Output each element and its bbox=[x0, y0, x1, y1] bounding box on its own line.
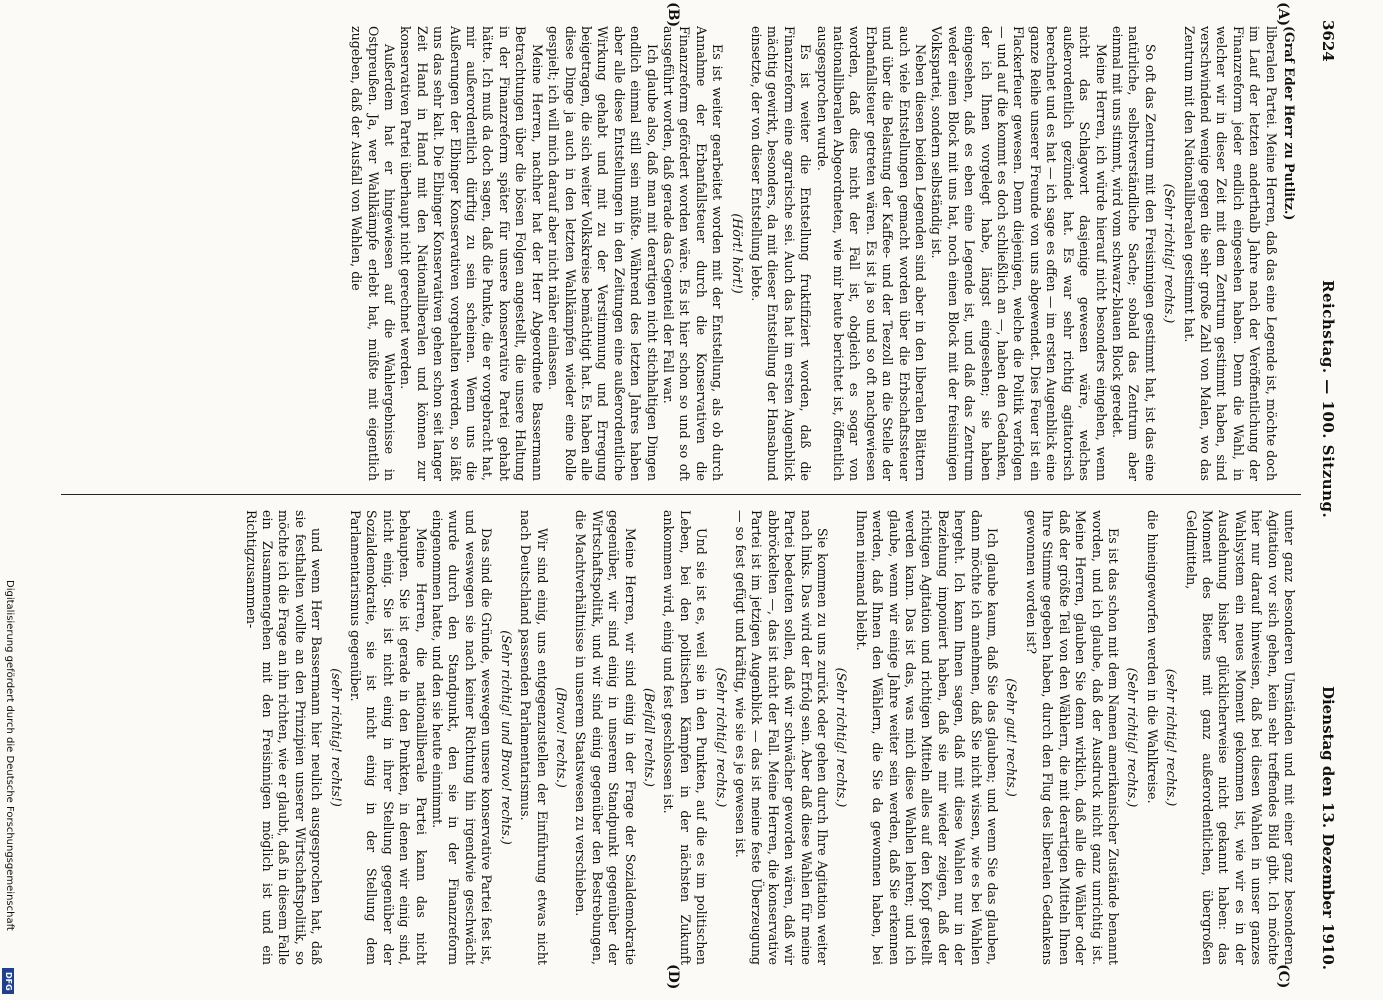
interjection: (Sehr gut! rechts.) bbox=[1004, 678, 1020, 797]
paragraph: Wir sind einig, uns entgegenzustellen der Einführung etwas nicht nach Deutschland passenden Parlamentarismus. bbox=[518, 510, 550, 965]
left-text-column bbox=[57, 26, 1297, 481]
session-date: Dienstag den 13. Dezember 1910. bbox=[1319, 685, 1337, 970]
interjection: (Sehr richtig! rechts.) bbox=[1162, 183, 1178, 324]
paragraph: Außerdem hat er hingewiesen auf die Wahlergebnisse in Ostpreußen. Ja, wer Wahlkämpfe erlebt hat, müßte mit eigentlich zugeben, daß der Ausfall von Wahlen, die bbox=[349, 26, 398, 481]
column-divider bbox=[61, 494, 1301, 495]
paragraph: unter ganz besonderen Umständen und mit einer ganz besonderen Agitation vor sich gehen, kein sehr treffendes Bild gibt. Ich möchte hier nur darauf hinweisen, daß bei diesen Wahlen in unser ganzes Wahlsystem ein neues Moment gekommen ist, wie wir es in der Ausdehnung bisher glücklicherweise nicht gekannt haben: das Moment des Bietens mit ganz außerordentlichen, übergroßen Geldmitteln, bbox=[1183, 510, 1297, 965]
margin-letter-a: (A) bbox=[1275, 2, 1291, 27]
speaker-name: (Graf Eder Herr zu Putlitz.) bbox=[1282, 26, 1297, 221]
paragraph: Meine Herren, wir sind einig in der Frage der Sozialdemokratie gegenüber, wir sind einig in unserem Standpunkt gegenüber der Wirtschaftspolitik, und wir sind einig gegenüber den Bestrebungen, die Machtverhältnisse in unserem Staatswesen zu verschieben. bbox=[573, 510, 638, 965]
digitization-footer bbox=[1, 580, 15, 990]
paragraph: Meine Herren, nachher hat der Herr Abgeordnete Bassermann Betrachtungen über die bösen Folgen angestellt, die unsere Haltung in der Finanzreform später für unsere konservative Partei gehabt hätte. Ich muß da doch sagen, daß die Punkte, die er vorgebracht hat, mir außerordentlich dürftig zu sein scheinen. Wenn uns die Außerungen der Elbinger Konservativen vorgehalten werden, so läßt uns das sehr kalt. Die Elbinger Konservativen gehen schon seit langer Zeit Hand in Hand mit den Nationalliberalen und können zur konservativen Partei überhaupt nicht gerechnet werden. bbox=[398, 26, 545, 481]
margin-letter-c: (C) bbox=[1275, 964, 1291, 989]
rotated-document-page bbox=[51, 2, 1341, 990]
margin-letter-d: (D) bbox=[665, 964, 681, 990]
interjection: (Sehr richtig! rechts.) bbox=[1125, 667, 1141, 808]
interjection: (Sehr richtig! rechts.) bbox=[834, 667, 850, 808]
paragraph: Das sind die Gründe, weswegen unsere konservative Partei fest ist, und weswegen sie nach keiner Richtung hin irgendwie geschwächt wurde durch den Standpunkt, den sie in der Finanzreform eingenommen hatte, und den sie heute einnimmt. bbox=[430, 510, 495, 965]
digitization-note: Digitalisierung gefördert durch die Deutsche Forschungsgemeinschaft bbox=[4, 580, 15, 931]
paragraph: Und sie ist es, weil sie in den Punkten, auf die es im politischen Leben, bei den politischen Kämpfen in der nächsten Zukunft ankommen wird, einig und fest geschlossen ist. bbox=[661, 510, 710, 965]
interjection: (sehr richtig! rechts.) bbox=[1164, 668, 1180, 807]
paragraph: Ich glaube kaum, daß Sie das glauben; und wenn Sie das glauben, dann möchte ich annehmen, daß Sie nicht wissen, wie es bei Wahlen hergeht. Ich kann Ihnen sagen, daß mit diese Wahlen nur in der Beziehung imponiert haben, daß sie mir wieder zeigen, daß der richtigen Agitation und richtigen Mitteln alles auf den Kopf gestellt werden kann. Das ist das, was mich diese Wahlen lehren; und ich glaube, wenn wir einige Jahre weiter sein werden, daß Sie erkennen werden, daß Ihnen den Wählern, die Sie da gewonnen haben, bei Ihnen niemand bleibt. bbox=[853, 510, 1001, 965]
page-title: Reichstag. — 100. Sitzung. bbox=[1319, 280, 1337, 519]
paragraph: Meine Herren, die nationalliberale Partei kann das nicht behaupten. Sie ist gerade in den Punkten, in denen wir einig sind, nicht einig. Sie ist nicht einig in ihrer Stellung gegenüber der Sozialdemokratie, sie ist nicht einig in der Stellung dem Parlamentarismus gegenüber. bbox=[348, 510, 429, 965]
interjection: (Sehr richtig! rechts.) bbox=[713, 667, 729, 808]
paragraph: Es ist das schon mit dem Namen amerikanischer Zustände benannt worden, und ich glaube, daß der Ausdruck nicht ganz unrichtig ist. Meine Herren, glauben Sie denn wirklich, daß alle die Wähler oder daß der größte Teil von den Wählern, die mit derartigen Mitteln Ihnen Ihre Stimme gegeben haben, durch den Flug des liberalen Gedankens gewonnen worden ist? bbox=[1023, 510, 1121, 965]
interjection: (Beifall rechts.) bbox=[641, 688, 657, 787]
interjection: (Bravo! rechts.) bbox=[553, 687, 569, 788]
page-number: 3624 bbox=[1319, 20, 1337, 62]
paragraph: Ich glaube also, daß man mit derartigen nicht stichhaltigen Dingen endlich einmal still sein müßte. Während des letzten Jahres haben aber alle diese Entstellungen in den Zeitungen eine außerordentliche Wirkung gehabt und mit zu der Verstimmung und Erregung beigetragen, die sich weiter Volkskreise bemächtigt hat. Es haben alle diese Dinge ja auch in den letzten Wahlkämpfen wieder eine Rolle gespielt; ich will mich darauf aber nicht näher einlassen. bbox=[546, 26, 660, 481]
paragraph: Es ist weiter die Entstellung fruktifiziert worden, daß die Finanzreform eine agrarische sei. Auch das hat im ersten Augenblick mächtig gewirkt, besonders, da mit dieser Entstellung der Hansabund einsetzte, der von dieser Entstellung lebte. bbox=[749, 26, 814, 481]
paragraph: Es ist weiter gearbeitet worden mit der Entstellung, als ob durch Annahme der Erbanfallsteuer durch die Konservativen die Finanzreform gefördert worden wäre. Es ist hier schon so und so oft ausgeführt worden, daß gerade das Gegenteil der Fall war. bbox=[660, 26, 726, 481]
right-text-column bbox=[57, 510, 1297, 965]
paragraph: liberalen Partei. Meine Herren, daß das eine Legende ist, möchte doch im Lauf der letzten anderthalb Jahre nach der Veröffentlichung der Finanzreform jeder endlich eingesehen haben. Denn die Wahl, in welcher wir in dieser Zeit mit dem Zentrum gestimmt haben, sind verschwindend wenige gegen die sehr große Zahl von Malen, wo das Zentrum mit den Nationalliberalen gestimmt hat. bbox=[1181, 26, 1279, 481]
dfg-logo: DFG bbox=[2, 968, 14, 994]
paragraph: Neben diesen beiden Legenden sind aber in den liberalen Blättern auch viele Entstellungen gemacht worden über die Erbschaftssteuer und über die Belastung der Kaffee- und der Teezoll an die Stelle der Erbanfallsteuer getreten wären. Es ist ja so und so oft nachgewiesen worden, daß dies nicht der Fall ist, obgleich es sogar von nationalliberalen Abgeordneten, wie mir heute berichtet ist, öffentlich ausgesprochen wurde. bbox=[814, 26, 929, 481]
paragraph: die hineingeworfen werden in die Wahlkreise. bbox=[1144, 510, 1160, 804]
page-header bbox=[1307, 20, 1341, 980]
paragraph: Meine Herren, ich würde hierauf nicht besonders eingehen, wenn nicht das Schlagwort dasjenige gewesen wäre, welches außerordentlich gezündet hat. Es war sehr richtig agitatorisch berechnet und es hat — ich sage es offen — im ersten Augenblick eine ganze Reihe unserer Freunde von uns abgewendet. Dies Feuer ist ein Flackerfeuer gewesen. Denn diejenigen, welche die Politik verfolgen — und auf die kommt es doch schließlich an —, haben den Gedanken, der ich Ihnen vorgelegt habe, längst eingesehen; sie haben eingesehen, daß es eben eine Legende ist, und daß das Zentrum weder einen Block mit uns hat, noch einen Block mit der freisinnigen Volkspartei, sondern selbständig ist. bbox=[929, 26, 1109, 481]
paragraph: So oft das Zentrum mit den Freisinnigen gestimmt hat, ist das eine natürliche, selbstverständliche Sache; sobald das Zentrum aber einmal mit uns stimmt, wird vom schwarz-blauen Block geredet. bbox=[1109, 26, 1158, 481]
interjection: (sehr richtig! rechts!) bbox=[328, 668, 344, 807]
interjection: (Hört! hört!) bbox=[729, 213, 745, 294]
paragraph: Sie kommen zu uns zurück oder gehen durch Ihre Agitation weiter nach links. Das wird der Erfolg sein. Aber daß diese Wahlen für meine Partei bedeuten sollen, daß wir schwächer geworden wären, daß wir abbröckelten —, das ist nicht der Fall. Meine Herren, die konservative Partei ist im jetzigen Augenblick — das ist meine feste Überzeugung — so fest gefügt und kräftig, wie sie es je gewesen ist. bbox=[733, 510, 831, 965]
interjection: (Sehr richtig! und Bravo! rechts.) bbox=[498, 630, 514, 845]
paragraph: und wenn Herr Bassermann hier neulich ausgesprochen hat, daß sie festhalten wollte an den Prinzipien unserer Wirtschaftspolitik, so möchte ich die Frage an ihn richten, wie er glaubt, daß in diesem Falle ein Zusammengehen mit den Freisinnigen möglich ist und ein Richtigzusammen- bbox=[243, 510, 325, 965]
margin-letter-b: (B) bbox=[665, 2, 681, 28]
